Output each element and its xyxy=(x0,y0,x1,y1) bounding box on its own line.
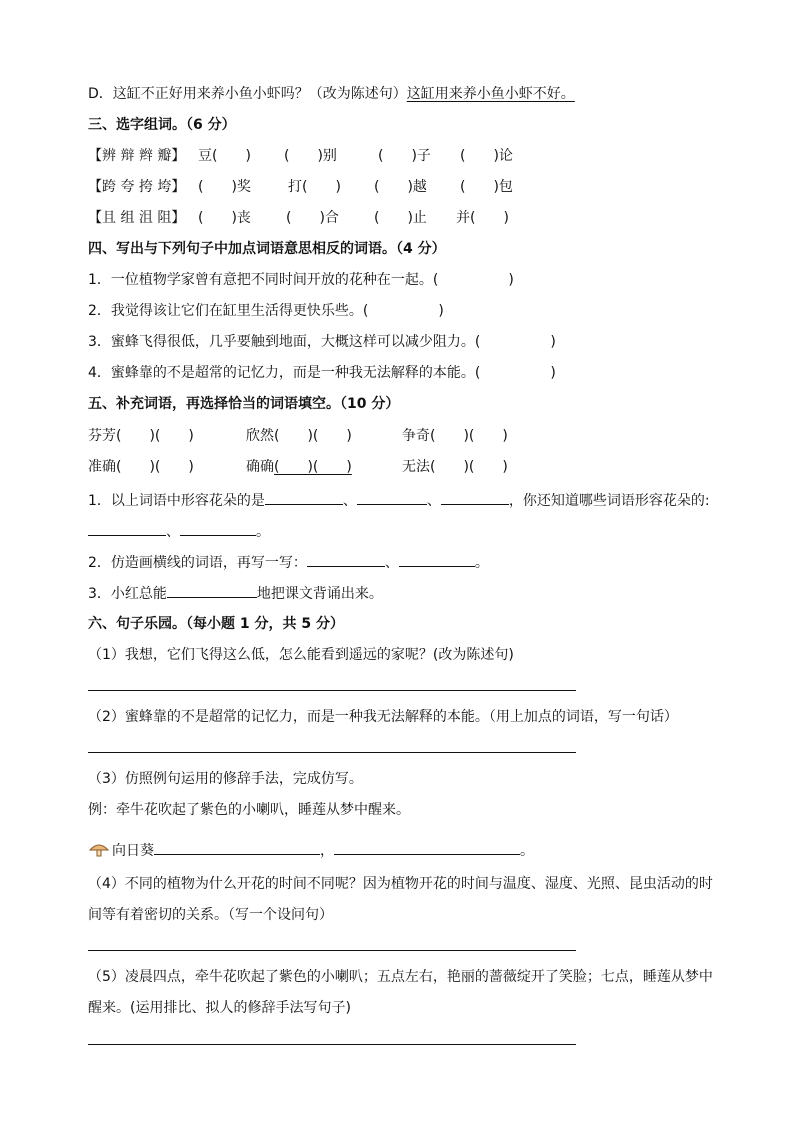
char-group: 【且 组 沮 阻】 xyxy=(88,210,186,226)
word-pair-underlined xyxy=(246,457,352,477)
word-slot: ( )包 xyxy=(460,179,513,195)
word-pair: 准确( )( ) xyxy=(88,459,194,475)
blank-line[interactable] xyxy=(167,583,257,598)
section5-title: 五、补充词语，再选择恰当的词语填空。（10 分） xyxy=(88,396,400,412)
section5-q1 xyxy=(88,490,710,511)
answer-line[interactable] xyxy=(88,752,576,753)
separator: 、 xyxy=(384,555,399,571)
q1-text-b: ，你还知道哪些词语形容花朵的: xyxy=(508,493,710,509)
separator: 、 xyxy=(342,493,357,509)
section6-q3: （3）仿照例句运用的修辞手法，完成仿写。 xyxy=(88,771,363,787)
comma: ， xyxy=(320,843,334,859)
word-pair: 芬芳( )( ) xyxy=(88,428,194,444)
separator: 、 xyxy=(426,493,441,509)
blank-line[interactable] xyxy=(265,490,343,505)
blank-line[interactable] xyxy=(307,552,385,567)
blank-line[interactable] xyxy=(441,490,509,505)
word-pair: 欣然( )( ) xyxy=(246,428,352,444)
section6-q4-line1: （4）不同的植物为什么开花的时间不同呢？因为植物开花的时间与温度、湿度、光照、昆虫活动的时 xyxy=(88,876,713,892)
word-slot: ( )别 xyxy=(284,148,337,164)
blank-line[interactable] xyxy=(399,552,475,567)
answer-line[interactable] xyxy=(88,690,576,691)
word-pair: 无法( )( ) xyxy=(402,459,508,475)
answer-line[interactable] xyxy=(88,950,576,951)
period: 。 xyxy=(520,843,534,859)
blank-line[interactable] xyxy=(154,840,320,855)
blank-line[interactable] xyxy=(334,840,520,855)
word-slot: ( )丧 xyxy=(198,210,251,226)
section3-title: 三、选字组词。（6 分） xyxy=(88,117,236,133)
word-slot: ( )奖 xyxy=(198,179,251,195)
section4-item-4: 4．蜜蜂靠的不是超常的记忆力，而是一种我无法解释的本能。( ) xyxy=(88,365,556,381)
section6-q4-line2: 间等有着密切的关系。（写一个设问句） xyxy=(88,907,333,923)
answer-line[interactable] xyxy=(88,1044,576,1045)
q2-text: 2．仿造画横线的词语，再写一写： xyxy=(88,555,307,571)
word-prefix: 确确 xyxy=(246,459,274,475)
section6-example: 例：牵牛花吹起了紫色的小喇叭，睡莲从梦中醒来。 xyxy=(88,802,410,818)
word-slot: ( )越 xyxy=(374,179,427,195)
word-slot: ( )论 xyxy=(460,148,513,164)
mushroom-icon xyxy=(88,842,110,858)
item-d-question: D．这缸不正好用来养小鱼小虾吗？（改为陈述句） xyxy=(88,86,407,102)
period: 。 xyxy=(474,555,489,571)
period: 。 xyxy=(256,524,270,540)
word-slot: 打( ) xyxy=(288,179,341,195)
sunflower-label: 向日葵 xyxy=(112,843,154,859)
section5-q2 xyxy=(88,552,489,573)
section4-item-1: 1．一位植物学家曾有意把不同时间开放的花种在一起。( ) xyxy=(88,272,514,288)
section6-q3-imitation xyxy=(88,840,534,861)
section4-item-2: 2．我觉得该让它们在缸里生活得更快乐些。( ) xyxy=(88,303,444,319)
word-slot: 豆( ) xyxy=(198,148,251,164)
q3-text: 3．小红总能 xyxy=(88,586,167,602)
section5-q3 xyxy=(88,583,383,604)
separator: 、 xyxy=(166,524,180,540)
item-d-answer: 这缸用来养小鱼小虾不好。 xyxy=(406,86,575,102)
word-slot: ( )止 xyxy=(374,210,427,226)
word-pair: 争奇( )( ) xyxy=(402,428,508,444)
char-group: 【跨 夸 挎 垮】 xyxy=(88,179,186,195)
word-slot: ( )子 xyxy=(378,148,431,164)
section4-title: 四、写出与下列句子中加点词语意思相反的词语。（4 分） xyxy=(88,241,446,257)
word-slot: 并( ) xyxy=(456,210,509,226)
blank-line[interactable] xyxy=(357,490,427,505)
section6-q5-line1: （5）凌晨四点，牵牛花吹起了紫色的小喇叭；五点左右，艳丽的蔷薇绽开了笑脸；七点，睡莲从梦中 xyxy=(88,969,713,985)
blank-line[interactable] xyxy=(180,521,256,536)
q3-text-b: 地把课文背诵出来。 xyxy=(256,586,383,602)
word-slot: ( )合 xyxy=(286,210,339,226)
section4-item-3: 3．蜜蜂飞得很低，几乎要触到地面，大概这样可以减少阻力。( ) xyxy=(88,334,556,350)
section6-q1: （1）我想，它们飞得这么低，怎么能看到遥远的家呢？(改为陈述句) xyxy=(88,647,514,663)
section6-q2: （2）蜜蜂靠的不是超常的记忆力，而是一种我无法解释的本能。（用上加点的词语，写一句话） xyxy=(88,709,678,725)
char-group: 【辨 辩 辫 瓣】 xyxy=(88,148,186,164)
q1-text: 1．以上词语中形容花朵的是 xyxy=(88,493,265,509)
section5-q1-cont xyxy=(88,521,270,542)
section6-q5-line2: 醒来。(运用排比、拟人的修辞手法写句子) xyxy=(88,1000,351,1016)
item-d xyxy=(88,84,575,104)
underlined-blanks: ( )( ) xyxy=(274,459,352,475)
section6-title: 六、句子乐园。（每小题 1 分，共 5 分） xyxy=(88,616,344,632)
blank-line[interactable] xyxy=(88,521,166,536)
